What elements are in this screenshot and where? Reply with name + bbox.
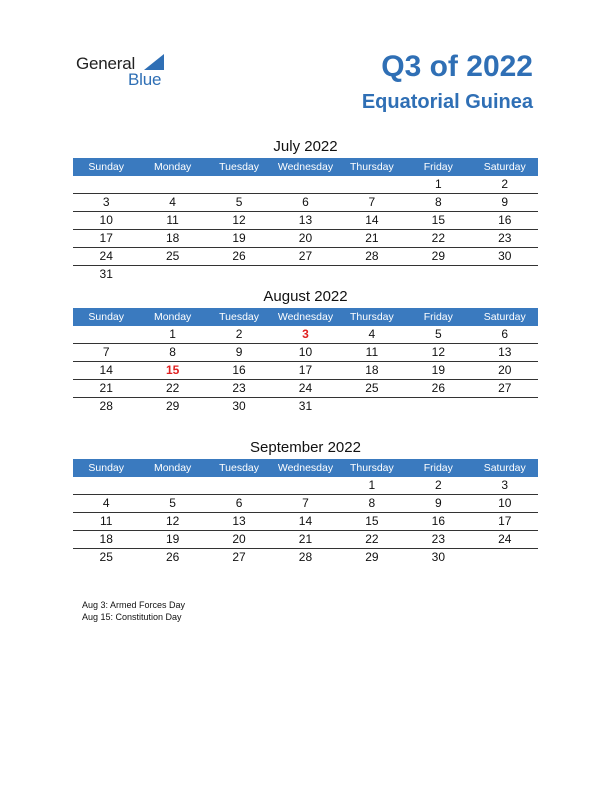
day-cell: 17	[498, 514, 512, 528]
day-cell: 22	[365, 532, 379, 546]
weekday-header	[73, 308, 538, 326]
day-cell	[339, 266, 405, 283]
day-cell	[272, 477, 338, 494]
weekday-label: Wednesday	[277, 161, 334, 173]
day-cell: 21	[99, 381, 113, 395]
day-cell: 29	[165, 399, 180, 413]
day-cell: 23	[498, 231, 512, 245]
day-cell: 5	[235, 195, 243, 209]
day-cell: 9	[501, 195, 509, 209]
weekday-header	[73, 158, 538, 176]
day-cell: 4	[102, 496, 110, 510]
day-cell	[206, 477, 272, 494]
day-cell: 20	[232, 532, 246, 546]
day-cell: 16	[431, 514, 445, 528]
day-cell	[405, 266, 471, 283]
day-cell	[339, 398, 405, 415]
day-cell: 27	[232, 550, 246, 564]
day-cell	[472, 398, 538, 415]
weekday-label: Tuesday	[219, 462, 259, 474]
weeks-grid	[73, 326, 538, 415]
weekday-label: Saturday	[483, 161, 526, 173]
day-cell: 15	[165, 363, 180, 377]
general-blue-logo	[76, 52, 176, 88]
weekday-label: Friday	[423, 161, 453, 173]
week-row	[73, 326, 538, 344]
day-cell	[339, 176, 405, 193]
day-cell: 3	[102, 195, 110, 209]
weekday-label: Monday	[153, 161, 192, 173]
day-cell: 21	[298, 532, 313, 546]
week-row	[73, 212, 538, 230]
page-title: Q3 of 2022	[381, 50, 533, 83]
logo-text-general: General	[76, 54, 136, 73]
day-cell: 19	[165, 532, 180, 546]
day-cell: 9	[235, 345, 243, 359]
day-cell: 2	[501, 177, 509, 191]
weekday-label: Sunday	[88, 311, 125, 323]
day-cell: 25	[99, 550, 113, 564]
day-cell: 14	[99, 363, 113, 377]
weekday-label: Wednesday	[277, 462, 334, 474]
month-title: September 2022	[250, 439, 361, 456]
day-cell: 12	[431, 345, 445, 359]
weekday-label: Sunday	[88, 161, 125, 173]
holiday-notes	[82, 599, 185, 623]
day-cell: 1	[368, 478, 376, 492]
day-cell: 26	[232, 249, 246, 263]
day-cell: 26	[431, 381, 445, 395]
logo-text-blue: Blue	[128, 70, 162, 89]
day-cell: 30	[431, 550, 445, 564]
day-cell: 23	[431, 532, 445, 546]
day-cell: 18	[99, 532, 113, 546]
day-cell: 6	[235, 496, 243, 510]
day-cell: 21	[365, 231, 379, 245]
week-row	[73, 248, 538, 266]
day-cell: 25	[165, 249, 180, 263]
weekday-header	[73, 459, 538, 477]
day-cell: 31	[99, 267, 113, 281]
day-cell: 10	[298, 345, 313, 359]
day-cell: 30	[498, 249, 512, 263]
weekday-label: Monday	[153, 311, 192, 323]
week-row	[73, 398, 538, 415]
day-cell	[139, 266, 205, 283]
day-cell	[272, 266, 338, 283]
day-cell: 8	[169, 345, 176, 359]
day-cell: 20	[298, 231, 313, 245]
day-cell: 31	[298, 399, 313, 413]
weekday-label: Thursday	[350, 311, 394, 323]
day-cell: 6	[501, 327, 509, 341]
day-cell: 18	[165, 231, 180, 245]
weekday-label: Wednesday	[277, 311, 334, 323]
day-cell: 12	[232, 213, 246, 227]
day-cell: 2	[235, 327, 243, 341]
weeks-grid	[73, 176, 538, 283]
month-september	[73, 437, 538, 566]
flag-icon	[144, 54, 164, 70]
weekday-label: Sunday	[88, 462, 125, 474]
weekday-label: Friday	[423, 462, 453, 474]
day-cell: 14	[365, 213, 379, 227]
day-cell: 28	[99, 399, 113, 413]
week-row	[73, 531, 538, 549]
day-cell: 6	[302, 195, 309, 209]
day-cell: 1	[434, 177, 442, 191]
day-cell: 16	[232, 363, 246, 377]
day-cell: 22	[165, 381, 180, 395]
month-title: July 2022	[273, 138, 338, 155]
month-august	[73, 286, 538, 415]
day-cell: 15	[365, 514, 379, 528]
day-cell: 27	[298, 249, 313, 263]
day-cell: 24	[498, 532, 512, 546]
day-cell	[73, 477, 139, 494]
day-cell: 17	[99, 231, 113, 245]
day-cell	[139, 176, 205, 193]
weekday-label: Monday	[153, 462, 192, 474]
day-cell: 3	[302, 327, 309, 341]
week-row	[73, 513, 538, 531]
week-row	[73, 344, 538, 362]
day-cell: 10	[498, 496, 512, 510]
day-cell: 16	[498, 213, 512, 227]
week-row	[73, 362, 538, 380]
day-cell: 4	[368, 327, 376, 341]
day-cell: 19	[232, 231, 246, 245]
day-cell: 11	[166, 213, 179, 227]
day-cell: 20	[498, 363, 512, 377]
day-cell: 19	[431, 363, 445, 377]
day-cell	[73, 176, 139, 193]
weekday-label: Tuesday	[219, 161, 259, 173]
weekday-label: Saturday	[483, 462, 526, 474]
day-cell: 27	[498, 381, 512, 395]
day-cell: 7	[302, 496, 309, 510]
day-cell	[272, 176, 338, 193]
day-cell: 2	[434, 478, 442, 492]
day-cell: 18	[365, 363, 379, 377]
day-cell: 8	[368, 496, 376, 510]
weekday-label: Thursday	[350, 161, 394, 173]
week-row	[73, 495, 538, 513]
week-row	[73, 266, 538, 283]
weekday-label: Friday	[423, 311, 453, 323]
day-cell: 22	[431, 231, 445, 245]
day-cell: 10	[99, 213, 113, 227]
day-cell	[139, 477, 205, 494]
day-cell: 11	[99, 514, 113, 528]
day-cell: 25	[365, 381, 379, 395]
day-cell: 11	[365, 345, 379, 359]
weekday-label: Saturday	[483, 311, 526, 323]
week-row	[73, 549, 538, 566]
country-subtitle: Equatorial Guinea	[361, 91, 533, 113]
day-cell: 30	[232, 399, 246, 413]
day-cell	[73, 326, 139, 343]
holiday-note: Aug 15: Constitution Day	[82, 612, 182, 622]
week-row	[73, 230, 538, 248]
day-cell: 13	[298, 213, 313, 227]
day-cell: 9	[434, 496, 442, 510]
weeks-grid	[73, 477, 538, 566]
day-cell: 26	[165, 550, 180, 564]
day-cell	[472, 266, 538, 283]
day-cell: 24	[99, 249, 113, 263]
day-cell: 5	[169, 496, 176, 510]
weekday-label: Thursday	[350, 462, 394, 474]
day-cell	[472, 549, 538, 566]
day-cell: 4	[169, 195, 176, 209]
day-cell	[405, 398, 471, 415]
day-cell: 17	[298, 363, 313, 377]
day-cell	[206, 176, 272, 193]
day-cell: 7	[368, 195, 376, 209]
day-cell: 12	[165, 514, 180, 528]
holiday-note: Aug 3: Armed Forces Day	[82, 600, 186, 610]
day-cell: 28	[365, 249, 379, 263]
day-cell: 13	[232, 514, 246, 528]
day-cell: 5	[434, 327, 442, 341]
day-cell: 15	[431, 213, 445, 227]
week-row	[73, 194, 538, 212]
day-cell: 7	[102, 345, 110, 359]
week-row	[73, 477, 538, 495]
weekday-label: Tuesday	[219, 311, 259, 323]
day-cell: 14	[298, 514, 313, 528]
day-cell: 8	[434, 195, 442, 209]
day-cell: 3	[501, 478, 509, 492]
day-cell: 29	[431, 249, 445, 263]
month-title: August 2022	[263, 288, 348, 305]
day-cell: 13	[498, 345, 512, 359]
week-row	[73, 176, 538, 194]
day-cell: 24	[298, 381, 313, 395]
day-cell: 1	[169, 327, 176, 341]
week-row	[73, 380, 538, 398]
day-cell: 29	[365, 550, 379, 564]
day-cell: 23	[232, 381, 246, 395]
month-july	[73, 136, 538, 283]
day-cell	[206, 266, 272, 283]
day-cell: 28	[298, 550, 313, 564]
